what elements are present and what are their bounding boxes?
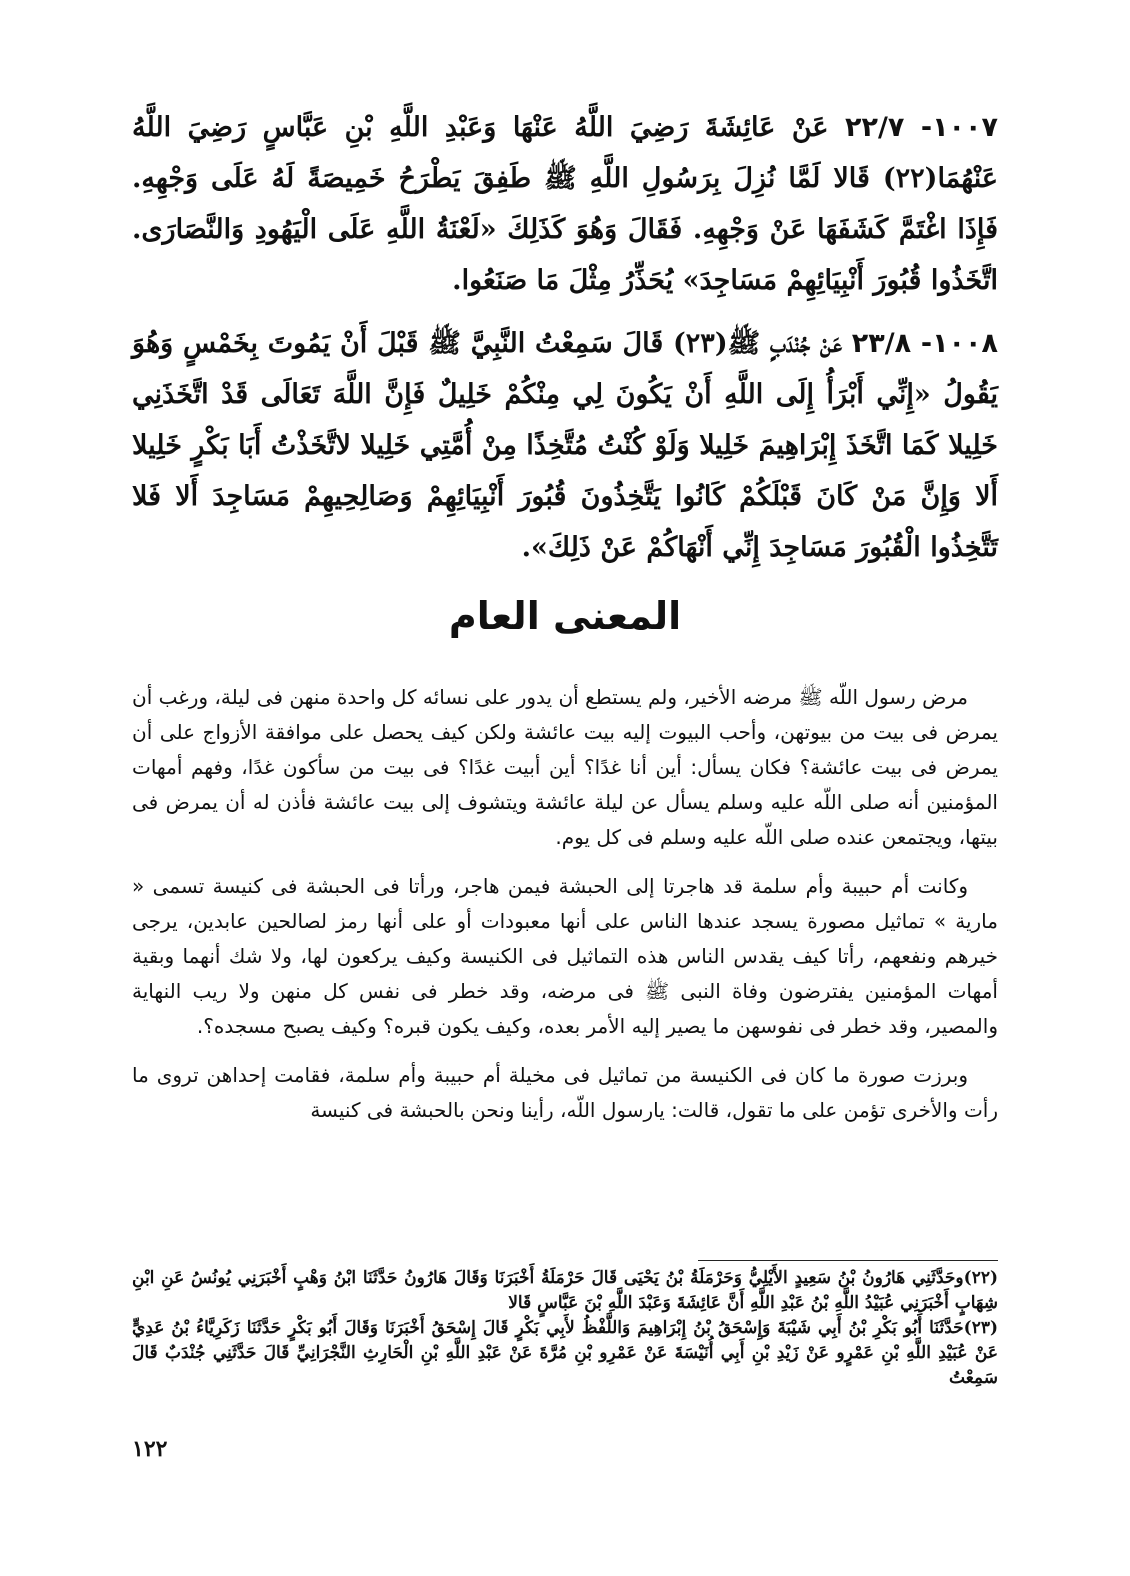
footnote: (٢٣)حَدَّثَنَا أَبُو بَكْرِ بْنُ أَبِي شَيْبَةَ وَإِسْحَقُ بْنُ إِبْرَاهِيمَ وَاللَّفْظُ لأَبِي بَكْرٍ قَالَ إِسْحَقُ أَخْبَرَنَا وَقَالَ أَبُو بَكْرٍ حَدَّثَنَا زَكَرِيَّاءُ بْنُ عَدِيٍّ عَنْ عُبَيْدِ اللَّهِ بْنِ عَمْرٍو عَنْ زَيْدِ بْنِ أَبِي أُنَيْسَةَ عَنْ عَمْرِو بْنِ مُرَّةَ عَنْ عَبْدِ اللَّهِ بْنِ الْحَارِثِ النَّجْرَانِيِّ قَالَ حَدَّثَنِي جُنْدَبٌ قَالَ سَمِعْتُ [132,1318,998,1388]
footnotes [132,1266,998,1391]
commentary-body [132,680,998,1142]
hadith-text: عَنْ عَائِشَةَ رَضِيَ اللَّهُ عَنْهَا وَعَبْدِ اللَّهِ بْنِ عَبَّاسٍ رَضِيَ اللَّهُ عَنْهُمَا(٢٢) قَالا لَمَّا نُزِلَ بِرَسُولِ اللَّهِ ﷺ طَفِقَ يَطْرَحُ خَمِيصَةً لَهُ عَلَى وَجْهِهِ. فَإِذَا اغْتَمَّ كَشَفَهَا عَنْ وَجْهِهِ. فَقَالَ وَهُوَ كَذَلِكَ «لَعْنَةُ اللَّهِ عَلَى الْيَهُودِ وَالنَّصَارَى. اتَّخَذُوا قُبُورَ أَنْبِيَائِهِمْ مَسَاجِدَ» يُحَذِّرُ مِثْلَ مَا صَنَعُوا. [132,112,998,296]
footnote-divider [698,1260,998,1261]
section-title: المعنى العام [448,594,682,638]
paragraph: وبرزت صورة ما كان فى الكنيسة من تماثيل فى مخيلة أم حبيبة وأم سلمة، فقامت إحداهن تروى ما رأت والأخرى تؤمن على ما تقول، قالت: يارسول اللّه، رأينا ونحن بالحبشة فى كنيسة [132,1063,998,1122]
paragraph: وكانت أم حبيبة وأم سلمة قد هاجرتا إلى الحبشة فيمن هاجر، ورأتا فى الحبشة فى كنيسة تسمى « مارية » تماثيل مصورة يسجد عندها الناس على أنها معبودات أو على أنها رمز لصالحين عابدين، يرجى خيرهم ونفعهم، رأتا كيف يقدس الناس هذه التماثيل فى الكنيسة وكيف يركعون لها، ولا شك أنهما وبقية أمهات المؤمنين يفترضون وفاة النبى ﷺ فى مرضه، وقد خطر فى نفس كل منهن ولا ريب النهاية والمصير، وقد خطر فى نفوسهن ما يصير إليه الأمر بعده، وكيف يكون قبره؟ وكيف يصبح مسجده؟. [132,874,998,1038]
footnote: (٢٢)وحَدَّثَنِي هَارُونُ بْنُ سَعِيدٍ الأَيْلِيُّ وَحَرْمَلَةُ بْنُ يَحْيَى قَالَ حَرْمَلَةُ أَخْبَرَنَا وَقَالَ هَارُونُ حَدَّثَنَا ابْنُ وَهْبٍ أَخْبَرَنِي يُونُسُ عَنِ ابْنِ شِهَابٍ أَخْبَرَنِي عُبَيْدُ اللَّهِ بْنُ عَبْدِ اللَّهِ أَنَّ عَائِشَةَ وَعَبْدَ اللَّهِ بْنَ عَبَّاسٍ قَالا [132,1268,998,1313]
hadith-text: عَنْ جُنْدَبٍ ﷺ(٢٣) قَالَ سَمِعْتُ النَّبِيَّ ﷺ قَبْلَ أَنْ يَمُوتَ بِخَمْسٍ وَهُوَ يَقُولُ «إِنِّي أَبْرَأُ إِلَى اللَّهِ أَنْ يَكُونَ لِي مِنْكُمْ خَلِيلٌ فَإِنَّ اللَّهَ تَعَالَى قَدْ اتَّخَذَنِي خَلِيلا كَمَا اتَّخَذَ إِبْرَاهِيمَ خَلِيلا وَلَوْ كُنْتُ مُتَّخِذًا مِنْ أُمَّتِي خَلِيلا لاتَّخَذْتُ أَبَا بَكْرٍ خَلِيلا أَلا وَإِنَّ مَنْ كَانَ قَبْلَكُمْ كَانُوا يَتَّخِذُونَ قُبُورَ أَنْبِيَائِهِمْ وَصَالِحِيهِمْ مَسَاجِدَ أَلا فَلا تَتَّخِذُوا الْقُبُورَ مَسَاجِدَ إِنِّي أَنْهَاكُمْ عَنْ ذَلِكَ». [132,328,998,563]
hadith-number: ١٠٠٨- [920,328,998,359]
page-number: ١٢٢ [132,1436,168,1462]
hadith-sub-number: ٢٣/٨ [851,328,912,359]
paragraph: مرض رسول اللّه ﷺ مرضه الأخير، ولم يستطع أن يدور على نسائه كل واحدة منهن فى ليلة، ورغب أن يمرض فى بيت من بيوتهن، وأحب البيوت إليه بيت عائشة ولكن كيف يحصل على موافقة الأزواج على أن يمرض فى بيت عائشة؟ فكان يسأل: أين أنا غدًا؟ أين أبيت غدًا؟ فى بيت من سأكون غدًا، وفهم أمهات المؤمنين أنه صلى اللّه عليه وسلم يسأل عن ليلة عائشة ويتشوف إلى بيت عائشة فأذن له أن يمرض فى بيتها، ويجتمعن عنده صلى اللّه عليه وسلم فى كل يوم. [132,685,998,849]
hadith-1007 [132,102,998,306]
hadith-sub-number: ٢٢/٧ [845,112,905,143]
hadith-1008 [132,318,998,573]
hadith-number: ١٠٠٧- [920,112,998,143]
